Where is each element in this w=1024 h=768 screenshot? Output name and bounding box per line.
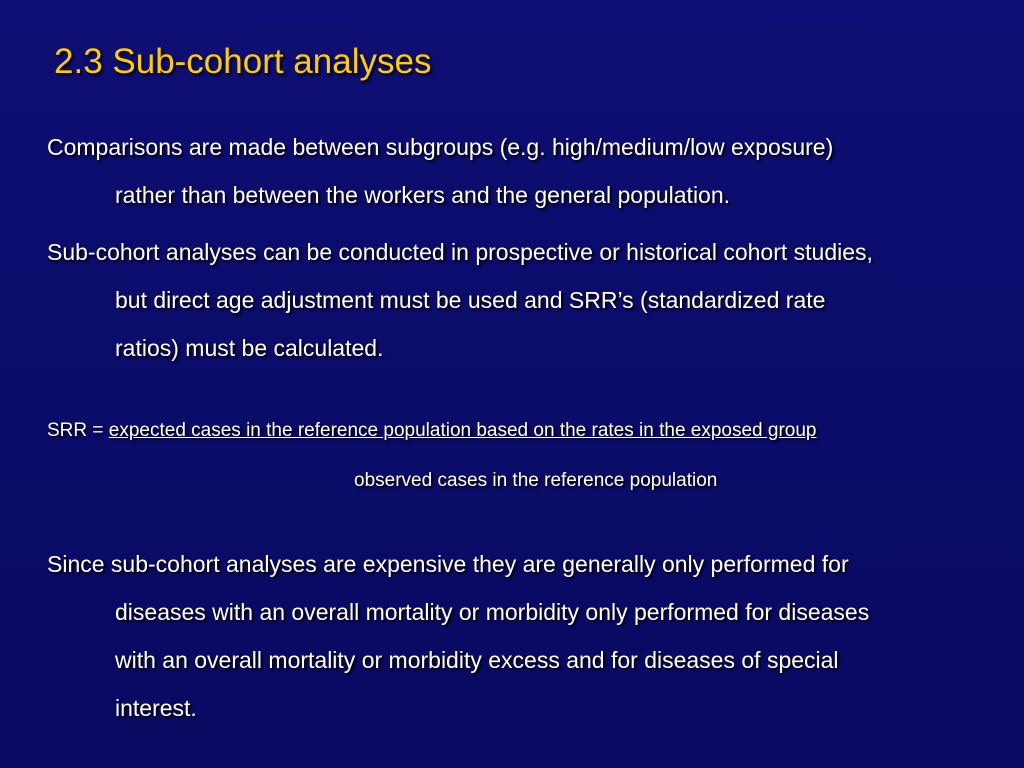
paragraph-sub-cohort-analyses — [47, 228, 1007, 372]
paragraph-line: but direct age adjustment must be used and SRR’s (standardized rate — [115, 287, 826, 313]
formula-lhs: SRR = — [47, 420, 109, 441]
paragraph-line: rather than between the workers and the general population. — [115, 182, 731, 208]
paragraph-comparisons — [47, 123, 1007, 219]
paragraph-line: Since sub-cohort analyses are expensive they are generally only performed for — [47, 551, 849, 577]
paragraph-line: ratios) must be calculated. — [115, 335, 384, 361]
slide-title: 2.3 Sub-cohort analyses — [54, 42, 432, 81]
paragraph-line: Sub-cohort analyses can be conducted in prospective or historical cohort studies, — [47, 239, 873, 265]
formula-numerator: expected cases in the reference population based on the rates in the exposed group — [108, 420, 817, 441]
paragraph-line: with an overall mortality or morbidity excess and for diseases of special — [115, 647, 839, 673]
paragraph-line: diseases with an overall mortality or morbidity only performed for diseases — [115, 599, 870, 625]
srr-formula — [47, 420, 817, 442]
formula-denominator: observed cases in the reference population — [354, 470, 718, 491]
paragraph-expensive — [47, 540, 1007, 732]
paragraph-line: interest. — [115, 695, 197, 721]
paragraph-line: Comparisons are made between subgroups (e.g. high/medium/low exposure) — [47, 134, 834, 160]
